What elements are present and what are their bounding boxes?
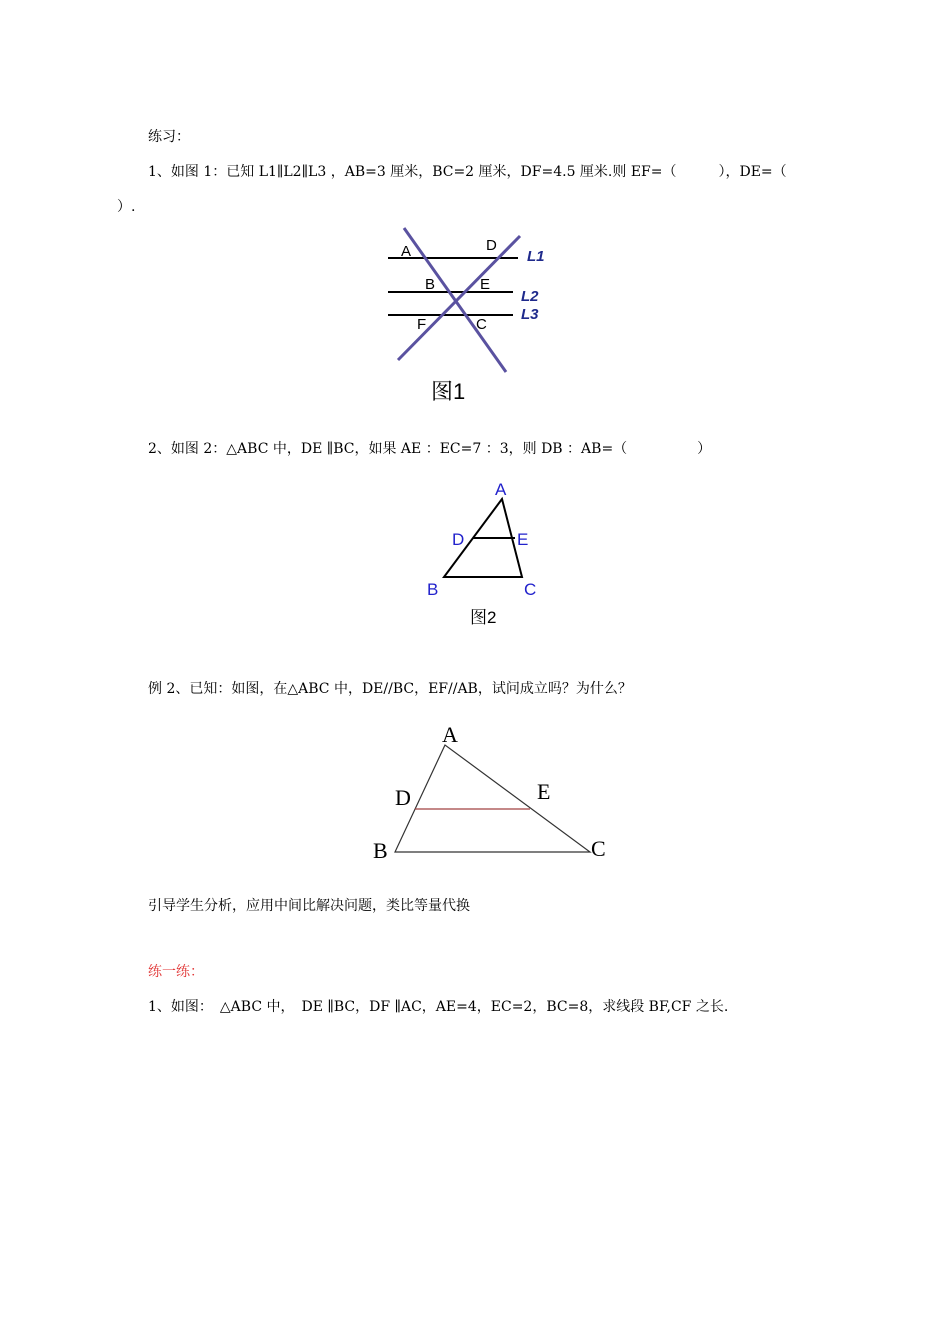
label-a: A [401,243,412,260]
exercise-question-1: 1、如图： △ABC 中， DE ∥BC，DF ∥AC，AE=4，EC=2，BC=8，求线段 BF,CF 之长. [148,999,729,1015]
triangle-abc [395,745,590,852]
figure-1 [370,222,570,412]
label-b: B [425,276,436,293]
practice-heading: 练习： [148,129,190,145]
label-c: C [524,580,537,599]
label-l2: L2 [521,288,539,305]
label-d: D [486,237,497,254]
figure-2 [420,474,560,634]
exercise-heading: 练一练： [148,964,204,980]
label-b: B [373,838,388,863]
label-e: E [537,779,551,804]
figure-3 [370,718,620,868]
label-f: F [417,316,427,333]
example-2-text: 例 2、已知：如图，在△ABC 中，DE//BC，EF//AB，试问成立吗？为什么？ [148,681,632,697]
label-d: D [395,785,411,810]
figure-1-caption: 图1 [431,379,466,404]
figure-2-caption: 图2 [470,608,497,627]
question-1-line2: ）. [117,199,136,215]
label-d: D [452,530,465,549]
label-c: C [591,836,606,861]
label-b: B [427,580,439,599]
question-1-line1: 1、如图 1：已知 L1∥L2∥L3 ，AB=3 厘米，BC=2 厘米，DF=4.5 厘米.则 EF=（ ），DE=（ [148,164,787,180]
label-a: A [495,480,507,499]
label-a: A [442,722,458,747]
label-e: E [517,530,529,549]
transversal-dfe [398,236,520,360]
label-l3: L3 [521,306,539,323]
label-l1: L1 [527,248,545,265]
guide-text: 引导学生分析，应用中间比解决问题，类比等量代换 [148,898,470,914]
label-c: C [476,316,487,333]
question-2: 2、如图 2：△ABC 中，DE ∥BC，如果 AE ：EC=7 ：3，则 DB ：AB=（ ） [148,441,712,457]
label-e: E [480,276,491,293]
